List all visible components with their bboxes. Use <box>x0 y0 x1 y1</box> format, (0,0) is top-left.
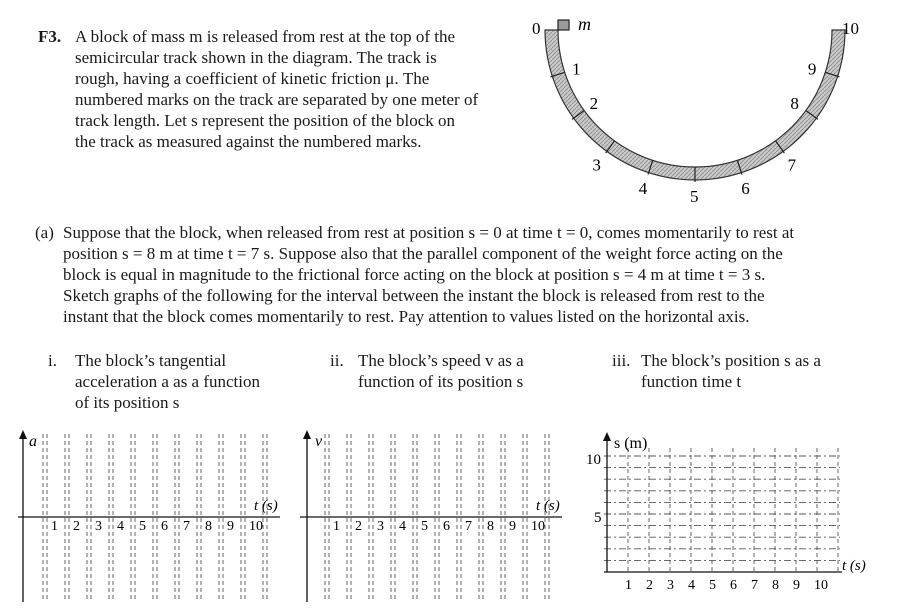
graph-3-hgrid <box>604 456 840 560</box>
part-a-label: (a) <box>35 223 54 242</box>
track-mark-label: 7 <box>787 155 797 175</box>
part-a-text <box>63 222 794 327</box>
x-tick-label: 1 <box>333 519 340 534</box>
part-a-line: instant that the block comes momentarily to rest. Pay attention to values listed on the horizontal axis. <box>63 307 750 326</box>
x-tick-label: 6 <box>161 519 168 534</box>
x-tick-label: 9 <box>227 519 234 534</box>
x-tick-label: 5 <box>421 519 428 534</box>
x-tick-label: 10 <box>531 519 545 534</box>
x-tick-label: 5 <box>139 519 146 534</box>
x-axis-label: t (s) <box>536 498 560 514</box>
track-mark-label: 10 <box>842 19 859 38</box>
subpart-i-num: i. <box>48 351 57 370</box>
subpart-line: The block’s tangential <box>75 351 227 370</box>
mass-label: m <box>578 14 591 34</box>
semicircular-track-diagram <box>520 8 900 208</box>
graph-1-grid <box>43 434 267 602</box>
track-mark-label: 2 <box>589 93 599 113</box>
track-mark-label: 1 <box>572 59 581 79</box>
part-a-line: Sketch graphs of the following for the interval between the instant the block is released from rest to the <box>63 286 765 305</box>
subpart-line: function time t <box>641 372 742 391</box>
x-tick-label: 10 <box>249 519 263 534</box>
subpart-iii-text <box>641 350 821 392</box>
x-tick-label: 7 <box>465 519 472 534</box>
x-tick-label: 10 <box>814 578 828 593</box>
x-tick-label: 4 <box>399 519 406 534</box>
x-tick-labels <box>625 578 828 593</box>
part-a-line: block is equal in magnitude to the frictional force acting on the block at position s = 4 m at time t = 3 s. <box>63 265 766 284</box>
part-a-line: Suppose that the block, when released from rest at position s = 0 at time t = 0, comes momentarily to rest at <box>63 223 795 242</box>
y-tick-label: 5 <box>594 510 602 526</box>
track-mark-label: 3 <box>592 155 601 175</box>
subpart-ii-num: ii. <box>330 351 344 370</box>
subpart-i-text <box>75 350 260 413</box>
x-tick-label: 1 <box>625 578 632 593</box>
y-axis-arrow-icon <box>19 430 27 439</box>
y-axis-label: s (m) <box>614 435 648 452</box>
subpart-line: function of its position s <box>358 372 524 391</box>
subpart-ii-text <box>358 350 524 392</box>
y-tick-label: 10 <box>586 452 601 468</box>
x-tick-label: 8 <box>487 519 494 534</box>
intro-line: numbered marks on the track are separated by one meter of <box>75 90 479 109</box>
subpart-iii-num: iii. <box>612 351 631 370</box>
subpart-line: acceleration a as a function <box>75 372 261 391</box>
intro-line: the track as measured against the numbered marks. <box>75 132 422 151</box>
x-tick-label: 3 <box>377 519 384 534</box>
problem-number: F3. <box>38 27 62 46</box>
x-tick-label: 2 <box>355 519 362 534</box>
x-axis-label: t (s) <box>842 558 866 574</box>
y-axis-arrow-icon <box>303 430 311 439</box>
intro-line: track length. Let s represent the position of the block on <box>75 111 456 130</box>
x-tick-label: 3 <box>667 578 674 593</box>
x-tick-label: 3 <box>95 519 102 534</box>
x-tick-label: 2 <box>646 578 653 593</box>
problem-intro <box>75 26 478 152</box>
track-mark-label: 6 <box>741 178 750 198</box>
x-tick-label: 4 <box>688 578 695 593</box>
subpart-line: The block’s speed v as a <box>358 351 524 370</box>
x-tick-label: 7 <box>751 578 758 593</box>
intro-line: A block of mass m is released from rest at the top of the <box>75 27 456 46</box>
graph-3-vgrid <box>628 448 838 572</box>
subpart-line: of its position s <box>75 393 180 412</box>
graph-position[interactable] <box>580 430 880 606</box>
x-axis-label: t (s) <box>254 498 278 514</box>
subpart-line: The block’s position s as a <box>641 351 821 370</box>
x-tick-label: 7 <box>183 519 190 534</box>
graph-2-grid <box>325 434 549 602</box>
x-tick-label: 9 <box>509 519 516 534</box>
x-tick-label: 6 <box>443 519 450 534</box>
graph-acceleration[interactable] <box>18 430 298 606</box>
y-axis-label: a <box>29 433 37 450</box>
track-mark-label: 5 <box>690 187 699 206</box>
x-tick-label: 1 <box>51 519 58 534</box>
track-mark-label: 4 <box>638 178 648 198</box>
track-mark-label: 8 <box>790 93 799 113</box>
y-axis-arrow-icon <box>603 432 611 441</box>
x-tick-label: 2 <box>73 519 80 534</box>
block-icon <box>558 20 569 30</box>
x-tick-label: 4 <box>117 519 124 534</box>
track-mark-label: 9 <box>807 59 817 79</box>
x-tick-label: 6 <box>730 578 737 593</box>
track-mark-label: 0 <box>532 19 541 38</box>
x-tick-label: 5 <box>709 578 716 593</box>
graph-speed[interactable] <box>300 430 580 606</box>
intro-line: semicircular track shown in the diagram. The track is <box>75 48 437 67</box>
y-axis-label: v <box>315 433 323 450</box>
x-tick-label: 8 <box>772 578 779 593</box>
intro-line: rough, having a coefficient of kinetic friction μ. The <box>75 69 430 88</box>
x-tick-label: 8 <box>205 519 212 534</box>
x-tick-label: 9 <box>793 578 800 593</box>
part-a-line: position s = 8 m at time t = 7 s. Suppose also that the parallel component of the weight force acting on the <box>63 244 783 263</box>
